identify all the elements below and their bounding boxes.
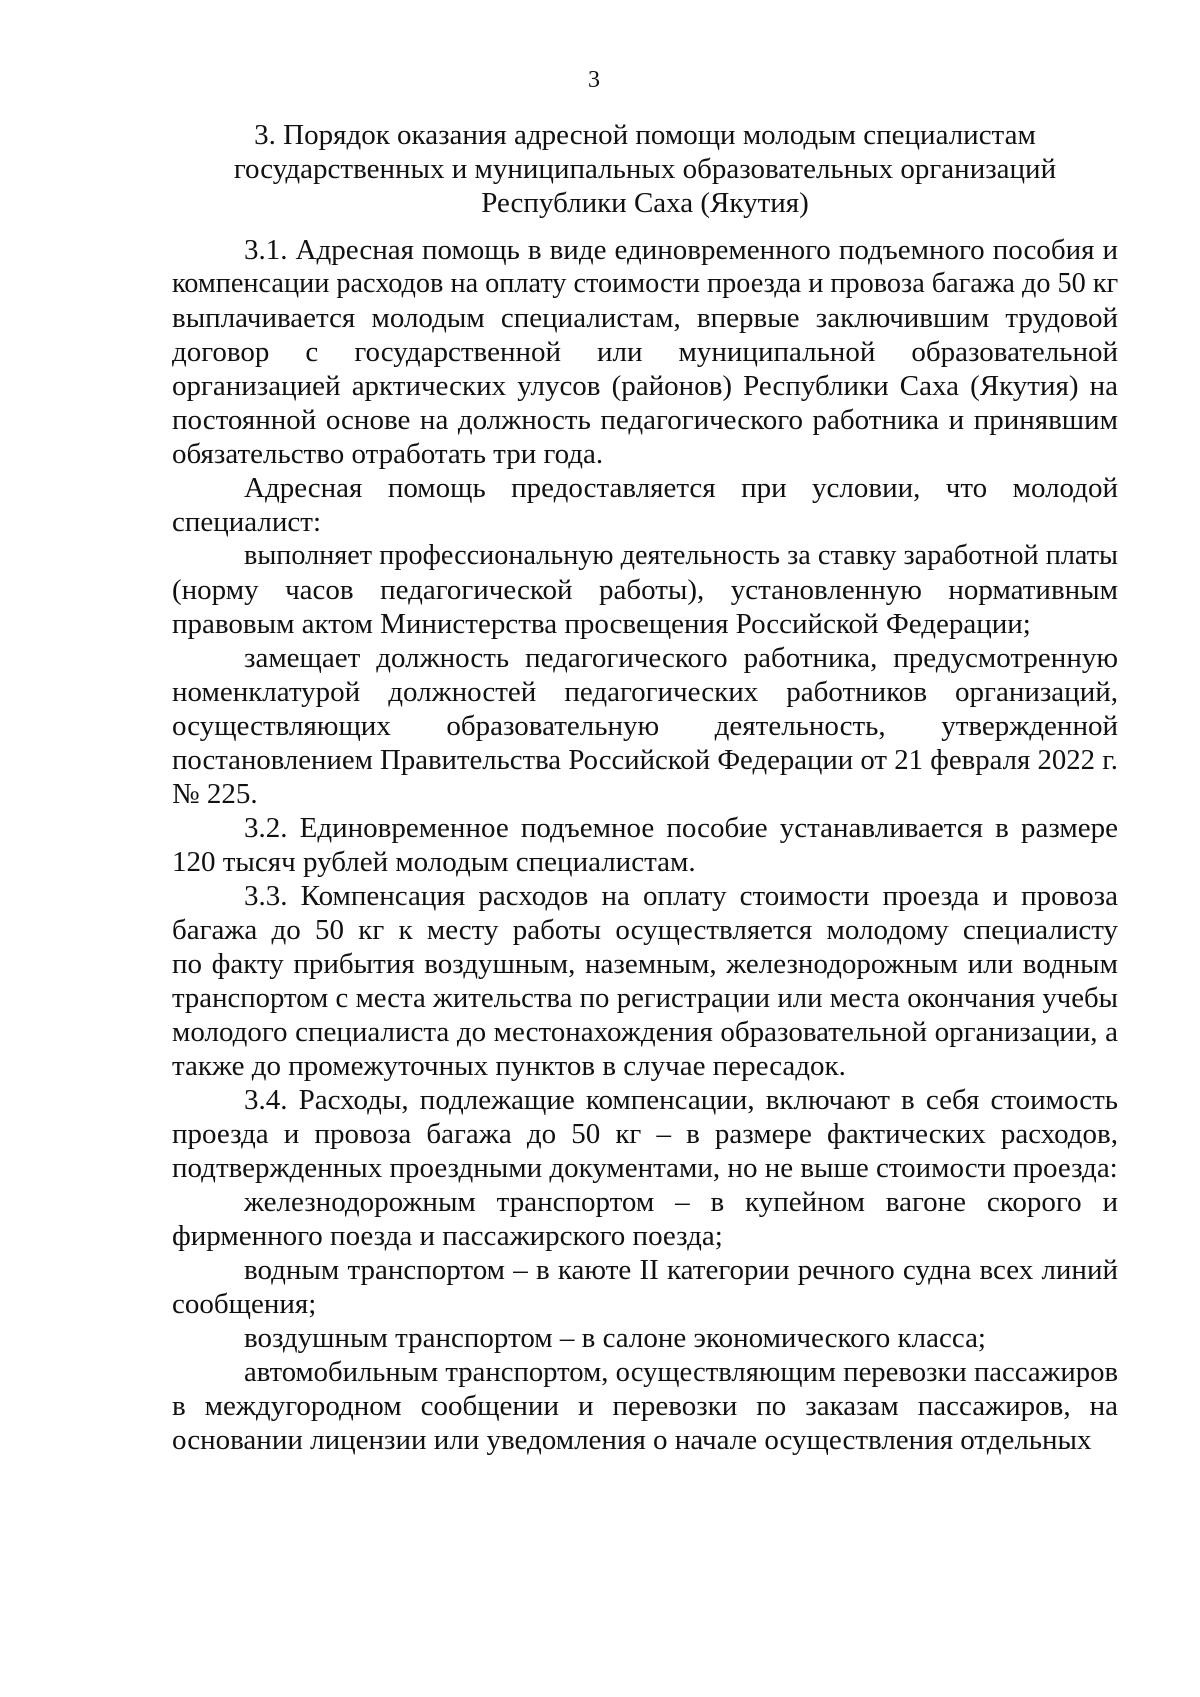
text-line: 120 тысяч рублей молодым специалистам. [172, 846, 696, 878]
text-line: подтвержденных проездными документами, но не выше стоимости проезда: [172, 1152, 1118, 1184]
paragraph [172, 1083, 1118, 1185]
heading-line: государственных и муниципальных образовательных организаций [233, 153, 1057, 185]
text-line: сообщения; [172, 1288, 317, 1320]
paragraph [172, 811, 1118, 879]
paragraph [172, 1321, 1118, 1355]
document-body [172, 233, 1118, 1457]
paragraph [172, 539, 1118, 641]
text-line: основании лицензии или уведомления о начале осуществления отдельных [172, 1424, 1092, 1456]
text-line: Адресная помощь предоставляется при условии, что молодой [244, 472, 1118, 504]
text-line: 3.4. Расходы, подлежащие компенсации, включают в себя стоимость [244, 1084, 1118, 1116]
text-line: 3.3. Компенсация расходов на оплату стоимости проезда и провоза [244, 880, 1118, 912]
text-line: водным транспортом – в каюте II категории речного судна всех линий [244, 1254, 1118, 1286]
paragraph [172, 471, 1118, 539]
text-line: багажа до 50 кг к месту работы осуществляется молодому специалисту [172, 914, 1118, 946]
text-line: организацией арктических улусов (районов) Республики Саха (Якутия) на [172, 370, 1118, 402]
text-line: транспортом с места жительства по регистрации или места окончания учебы [172, 982, 1118, 1014]
paragraph [172, 233, 1118, 471]
text-line: воздушным транспортом – в салоне экономического класса; [244, 1322, 986, 1354]
text-line: правовым актом Министерства просвещения Российской Федерации; [172, 608, 1031, 640]
text-line: № 225. [172, 778, 258, 810]
paragraph [172, 879, 1118, 1083]
paragraph [172, 641, 1118, 811]
heading-line: Республики Саха (Якутия) [481, 187, 809, 219]
text-line: молодого специалиста до местонахождения образовательной организации, а [172, 1016, 1118, 1048]
text-line: замещает должность педагогического работника, предусмотренную [244, 642, 1118, 674]
paragraph [172, 1355, 1118, 1457]
paragraph [172, 1253, 1118, 1321]
text-line: договор с государственной или муниципальной образовательной [172, 336, 1118, 368]
text-line: обязательство отработать три года. [172, 438, 604, 470]
text-line: выполняет профессиональную деятельность за ставку заработной платы [244, 540, 1118, 571]
text-line: железнодорожным транспортом – в купейном вагоне скорого и [244, 1186, 1118, 1218]
page-number: 3 [588, 67, 600, 93]
text-line: постановлением Правительства Российской Федерации от 21 февраля 2022 г. [172, 744, 1118, 776]
paragraph [172, 1185, 1118, 1253]
text-line: 3.2. Единовременное подъемное пособие устанавливается в размере [244, 812, 1118, 844]
text-line: фирменного поезда и пассажирского поезда; [172, 1220, 723, 1252]
heading-line: 3. Порядок оказания адресной помощи молодым специалистам [254, 119, 1036, 151]
text-line: также до промежуточных пунктов в случае пересадок. [172, 1050, 846, 1082]
text-line: осуществляющих образовательную деятельность, утвержденной [172, 710, 1118, 742]
text-line: проезда и провоза багажа до 50 кг – в размере фактических расходов, [172, 1118, 1118, 1150]
text-line: постоянной основе на должность педагогического работника и принявшим [172, 404, 1118, 436]
text-line: 3.1. Адресная помощь в виде единовременного подъемного пособия и [244, 234, 1118, 266]
text-line: автомобильным транспортом, осуществляющим перевозки пассажиров [244, 1356, 1118, 1388]
text-line: специалист: [172, 506, 322, 538]
text-line: номенклатурой должностей педагогических работников организаций, [172, 676, 1118, 708]
text-line: выплачивается молодым специалистам, впервые заключившим трудовой [172, 302, 1118, 334]
text-line: в междугородном сообщении и перевозки по заказам пассажиров, на [172, 1390, 1118, 1422]
text-line: (норму часов педагогической работы), установленную нормативным [172, 574, 1118, 606]
section-heading [172, 118, 1118, 220]
text-line: компенсации расходов на оплату стоимости проезда и провоза багажа до 50 кг [172, 268, 1119, 299]
text-line: по факту прибытия воздушным, наземным, железнодорожным или водным [172, 948, 1118, 980]
